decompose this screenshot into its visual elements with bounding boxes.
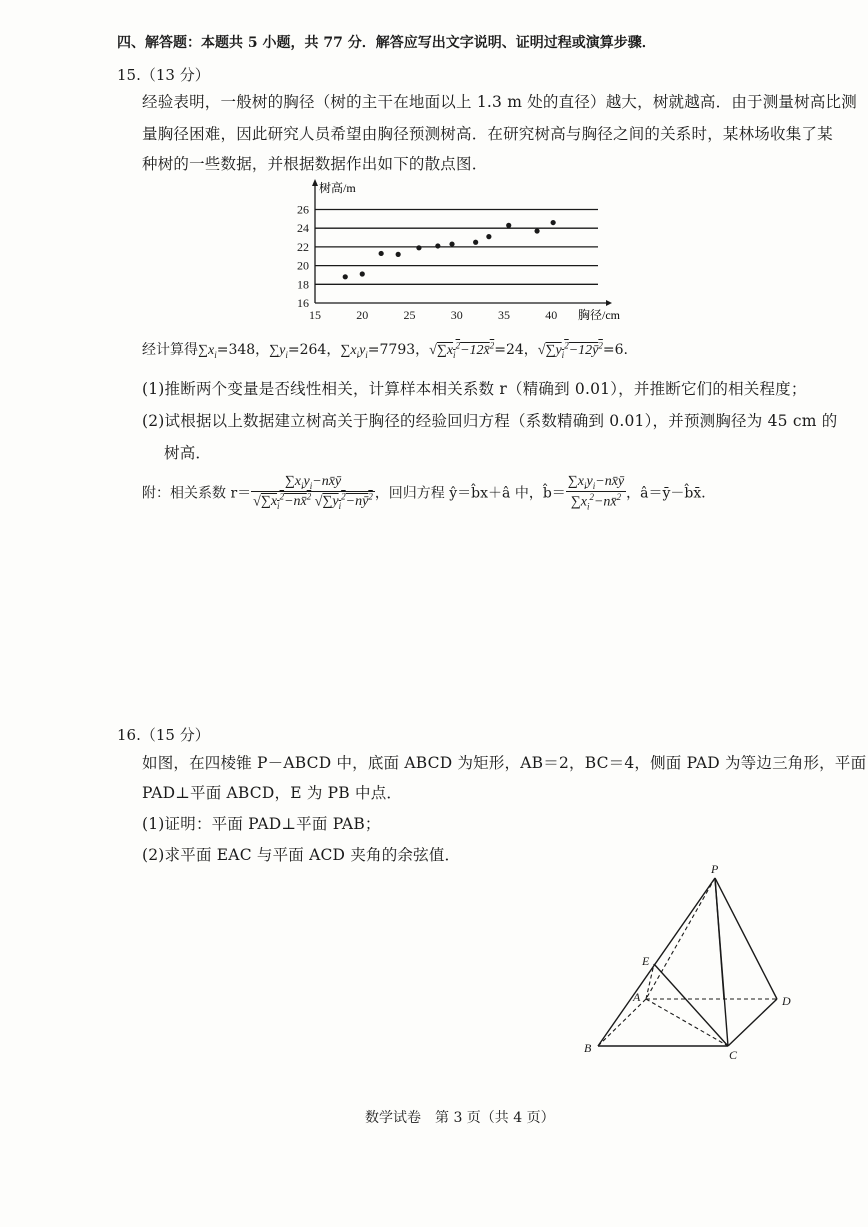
y-tick-label: 18 (297, 277, 309, 292)
sum-xy-symbol: $\sum x_iy_i$ (340, 343, 368, 360)
q15-intro-line-1: 经验表明，一般树的胸径（树的主干在地面以上 1.3 m 处的直径）越大，树就越高．由于测量树高比测 (142, 93, 857, 111)
q16-line2: PAD⊥平面 ABCD，E 为 PB 中点． (142, 784, 403, 802)
y-tick-label: 26 (297, 202, 309, 217)
sum-xy-value: =7793， (367, 342, 430, 358)
vertex-label-B: B (584, 1041, 592, 1055)
computed-prefix: 经计算得 (142, 342, 198, 358)
data-point (343, 274, 348, 279)
q15-computed-line (142, 339, 628, 360)
edge-AE-hidden (646, 964, 654, 999)
vertex-label-A: A (633, 990, 641, 1004)
edge-CD (728, 999, 777, 1046)
q16-sub1: (1)证明：平面 PAD⊥平面 PAB； (142, 815, 381, 833)
x-tick-label: 25 (403, 308, 416, 322)
section-header: 四、解答题：本题共 5 小题，共 77 分．解答应写出文字说明、证明过程或演算步骤． (117, 35, 656, 51)
sqrt-y-symbol: $√\sum y_i^2-12ȳ^2$ (537, 340, 603, 360)
x-tick-label: 20 (356, 308, 369, 322)
y-tick-label: 22 (297, 239, 309, 254)
page-footer: 数学试卷 第 3 页（共 4 页） (365, 1110, 555, 1126)
y-axis-label: 树高/m (319, 181, 356, 195)
data-point (473, 240, 478, 245)
y-tick-label: 20 (297, 258, 309, 273)
q15-appendix (142, 474, 715, 511)
data-point (486, 234, 491, 239)
edge-P-foot (715, 878, 724, 999)
data-point (396, 252, 401, 257)
x-tick-label: 30 (450, 308, 463, 322)
q16-sub2: (2)求平面 EAC 与平面 ACD 夹角的余弦值． (142, 846, 461, 864)
correlation-fraction: $\frac{\sum x_iy_i-nx̄ȳ}{√\sum x_i^2-nx̄^2 √\sum y_i^2-nȳ^2}$ (253, 474, 373, 512)
appendix-mid: ，回归方程 ŷ＝b̂x＋â 中，b̂＝ (374, 485, 566, 502)
sqrt-y-value: =6. (602, 342, 628, 358)
x-tick-label: 40 (545, 308, 558, 322)
vertex-label-C: C (729, 1048, 738, 1062)
scatter-chart (280, 176, 640, 324)
edge-AB-hidden (598, 999, 646, 1046)
pyramid-figure (576, 860, 806, 1065)
y-tick-label: 16 (297, 296, 309, 310)
q15-intro-line-3: 种树的一些数据，并根据数据作出如下的散点图． (142, 155, 488, 173)
appendix-prefix: 附：相关系数 r＝ (142, 485, 252, 502)
data-point (506, 223, 511, 228)
slope-fraction: $\frac{\sum x_iy_i-nx̄ȳ}{\sum x_i^2-nx̄^2}$ (567, 474, 625, 512)
x-axis-arrow (606, 300, 612, 306)
edge-PA-hidden (646, 878, 715, 999)
q16-number: 16.（15 分） (117, 726, 210, 744)
sum-y-symbol: $\sum y_i$ (269, 343, 288, 360)
sqrt-x-value: =24， (494, 342, 538, 358)
chart-axes (297, 179, 612, 322)
appendix-end: ，â＝ȳ－b̂x̄． (626, 485, 716, 502)
vertex-label-D: D (782, 994, 791, 1008)
edge-AC-hidden (646, 999, 728, 1046)
data-point (379, 251, 384, 256)
x-axis-label: 胸径/cm (578, 308, 620, 322)
sum-x-value: =348， (216, 342, 270, 358)
data-point (449, 241, 454, 246)
q16-line1: 如图，在四棱锥 P－ABCD 中，底面 ABCD 为矩形，AB＝2，BC＝4，侧面 PAD 为等边三角形，平面 (142, 754, 867, 772)
data-point (534, 228, 539, 233)
edge-PD (715, 878, 777, 999)
sum-y-value: =264， (287, 342, 341, 358)
chart-grid (315, 210, 598, 285)
q15-sub2-line2: 树高． (164, 444, 212, 462)
edge-EC (654, 964, 728, 1046)
data-point (435, 243, 440, 248)
q15-intro-line-2: 量胸径困难，因此研究人员希望由胸径预测树高．在研究树高与胸径之间的关系时，某林场收集了某 (142, 125, 833, 143)
x-tick-label: 35 (498, 308, 510, 322)
data-point (360, 271, 365, 276)
y-axis-arrow (312, 179, 318, 186)
data-point (416, 245, 421, 250)
x-tick-label: 15 (309, 308, 321, 322)
vertex-label-E: E (642, 954, 650, 968)
q15-sub2-line1: (2)试根据以上数据建立树高关于胸径的经验回归方程（系数精确到 0.01），并预测胸径为 45 cm 的 (142, 412, 838, 430)
chart-points (343, 220, 556, 279)
q15-sub1: (1)推断两个变量是否线性相关，计算样本相关系数 r（精确到 0.01），并推断它们的相关程度； (142, 380, 807, 398)
data-point (551, 220, 556, 225)
vertex-label-P: P (711, 862, 719, 876)
edge-PB (598, 878, 715, 1046)
q15-number: 15.（13 分） (117, 66, 210, 84)
sum-x-symbol: $\sum x_i$ (198, 343, 217, 360)
sqrt-x-symbol: $√\sum x_i^2-12x̄^2$ (429, 340, 495, 360)
y-tick-label: 24 (297, 221, 309, 236)
